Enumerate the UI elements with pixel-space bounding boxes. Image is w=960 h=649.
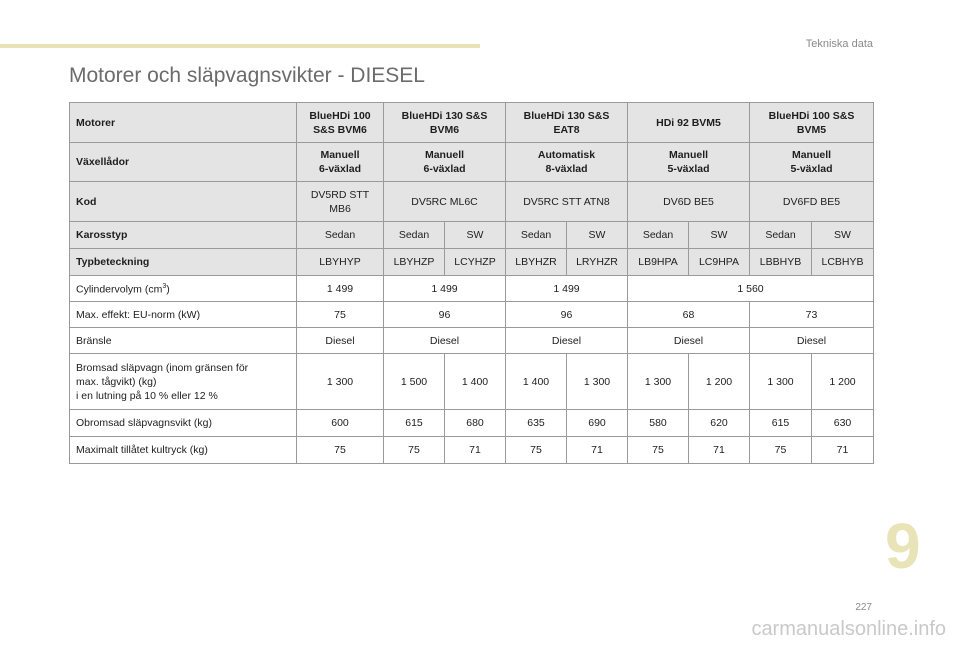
unbraked-trailer-cell: 580 [628, 410, 689, 437]
max-power-cell: 68 [628, 302, 750, 328]
engine-header: BlueHDi 100 S&S BVM5 [750, 103, 874, 143]
body-type-cell: Sedan [628, 222, 689, 249]
engine-row [70, 103, 874, 143]
displacement-cell: 1 560 [628, 276, 874, 302]
code-cell: DV5RD STT MB6 [297, 182, 384, 222]
max-power-cell: 96 [384, 302, 506, 328]
unbraked-trailer-cell: 635 [506, 410, 567, 437]
max-power-cell: 75 [297, 302, 384, 328]
fuel-cell: Diesel [750, 328, 874, 354]
body-type-cell: SW [689, 222, 750, 249]
unbraked-trailer-cell: 630 [812, 410, 874, 437]
engine-label: Motorer [70, 103, 297, 143]
section-label: Tekniska data [805, 38, 873, 50]
nose-weight-cell: 75 [297, 437, 384, 464]
type-designation-row [70, 249, 874, 276]
type-designation-cell: LBYHYP [297, 249, 384, 276]
body-type-label: Karosstyp [70, 222, 297, 249]
displacement-cell: 1 499 [506, 276, 628, 302]
fuel-cell: Diesel [384, 328, 506, 354]
unbraked-trailer-cell: 690 [567, 410, 628, 437]
type-designation-cell: LBYHZR [506, 249, 567, 276]
code-label: Kod [70, 182, 297, 222]
type-designation-cell: LB9HPA [628, 249, 689, 276]
braked-trailer-cell: 1 500 [384, 354, 445, 410]
type-designation-cell: LCYHZP [445, 249, 506, 276]
unbraked-trailer-cell: 620 [689, 410, 750, 437]
gearbox-cell: Automatisk 8-växlad [506, 143, 628, 182]
unbraked-trailer-cell: 615 [750, 410, 812, 437]
unbraked-trailer-cell: 680 [445, 410, 506, 437]
diesel-spec-table [69, 102, 874, 464]
nose-weight-cell: 71 [567, 437, 628, 464]
body-type-cell: Sedan [506, 222, 567, 249]
braked-trailer-cell: 1 300 [567, 354, 628, 410]
gearbox-row [70, 143, 874, 182]
watermark: carmanualsonline.info [751, 618, 946, 640]
type-designation-label: Typbeteckning [70, 249, 297, 276]
gearbox-cell: Manuell 5-växlad [750, 143, 874, 182]
nose-weight-cell: 75 [750, 437, 812, 464]
nose-weight-cell: 71 [812, 437, 874, 464]
nose-weight-cell: 71 [689, 437, 750, 464]
engine-header: HDi 92 BVM5 [628, 103, 750, 143]
unbraked-trailer-label: Obromsad släpvagnsvikt (kg) [70, 410, 297, 437]
type-designation-cell: LBYHZP [384, 249, 445, 276]
body-type-cell: SW [445, 222, 506, 249]
body-type-cell: SW [812, 222, 874, 249]
braked-trailer-cell: 1 300 [750, 354, 812, 410]
nose-weight-row [70, 437, 874, 464]
type-designation-cell: LRYHZR [567, 249, 628, 276]
nose-weight-cell: 75 [628, 437, 689, 464]
max-power-label: Max. effekt: EU-norm (kW) [70, 302, 297, 328]
body-type-cell: Sedan [750, 222, 812, 249]
nose-weight-cell: 75 [384, 437, 445, 464]
engine-header: BlueHDi 130 S&S EAT8 [506, 103, 628, 143]
page-number: 227 [855, 602, 872, 613]
code-row [70, 182, 874, 222]
chapter-number: 9 [885, 510, 921, 582]
displacement-row [70, 276, 874, 302]
braked-trailer-cell: 1 200 [689, 354, 750, 410]
braked-trailer-cell: 1 400 [445, 354, 506, 410]
header-accent-bar [0, 44, 480, 48]
code-cell: DV6FD BE5 [750, 182, 874, 222]
engine-header: BlueHDi 130 S&S BVM6 [384, 103, 506, 143]
gearbox-label: Växellådor [70, 143, 297, 182]
code-cell: DV5RC ML6C [384, 182, 506, 222]
nose-weight-cell: 71 [445, 437, 506, 464]
max-power-cell: 73 [750, 302, 874, 328]
gearbox-cell: Manuell 6-växlad [384, 143, 506, 182]
displacement-label: Cylindervolym $(cm^3)$ [70, 276, 297, 302]
max-power-row [70, 302, 874, 328]
unbraked-trailer-cell: 615 [384, 410, 445, 437]
body-type-cell: SW [567, 222, 628, 249]
fuel-row [70, 328, 874, 354]
engine-header: BlueHDi 100 S&S BVM6 [297, 103, 384, 143]
body-type-row [70, 222, 874, 249]
unbraked-trailer-row [70, 410, 874, 437]
type-designation-cell: LC9HPA [689, 249, 750, 276]
fuel-cell: Diesel [628, 328, 750, 354]
braked-trailer-cell: 1 300 [297, 354, 384, 410]
displacement-cell: 1 499 [384, 276, 506, 302]
nose-weight-cell: 75 [506, 437, 567, 464]
gearbox-cell: Manuell 5-växlad [628, 143, 750, 182]
code-cell: DV5RC STT ATN8 [506, 182, 628, 222]
gearbox-cell: Manuell 6-växlad [297, 143, 384, 182]
page-title: Motorer och släpvagnsvikter - DIESEL [69, 64, 425, 87]
braked-trailer-cell: 1 400 [506, 354, 567, 410]
braked-trailer-row [70, 354, 874, 410]
type-designation-cell: LBBHYB [750, 249, 812, 276]
braked-trailer-cell: 1 200 [812, 354, 874, 410]
max-power-cell: 96 [506, 302, 628, 328]
body-type-cell: Sedan [297, 222, 384, 249]
fuel-cell: Diesel [297, 328, 384, 354]
unbraked-trailer-cell: 600 [297, 410, 384, 437]
type-designation-cell: LCBHYB [812, 249, 874, 276]
fuel-label: Bränsle [70, 328, 297, 354]
fuel-cell: Diesel [506, 328, 628, 354]
body-type-cell: Sedan [384, 222, 445, 249]
braked-trailer-label: Bromsad släpvagn (inom gränsen för max. tågvikt) (kg) i en lutning på 10 % eller 12 % [70, 354, 297, 410]
braked-trailer-cell: 1 300 [628, 354, 689, 410]
nose-weight-label: Maximalt tillåtet kultryck (kg) [70, 437, 297, 464]
code-cell: DV6D BE5 [628, 182, 750, 222]
displacement-cell: 1 499 [297, 276, 384, 302]
